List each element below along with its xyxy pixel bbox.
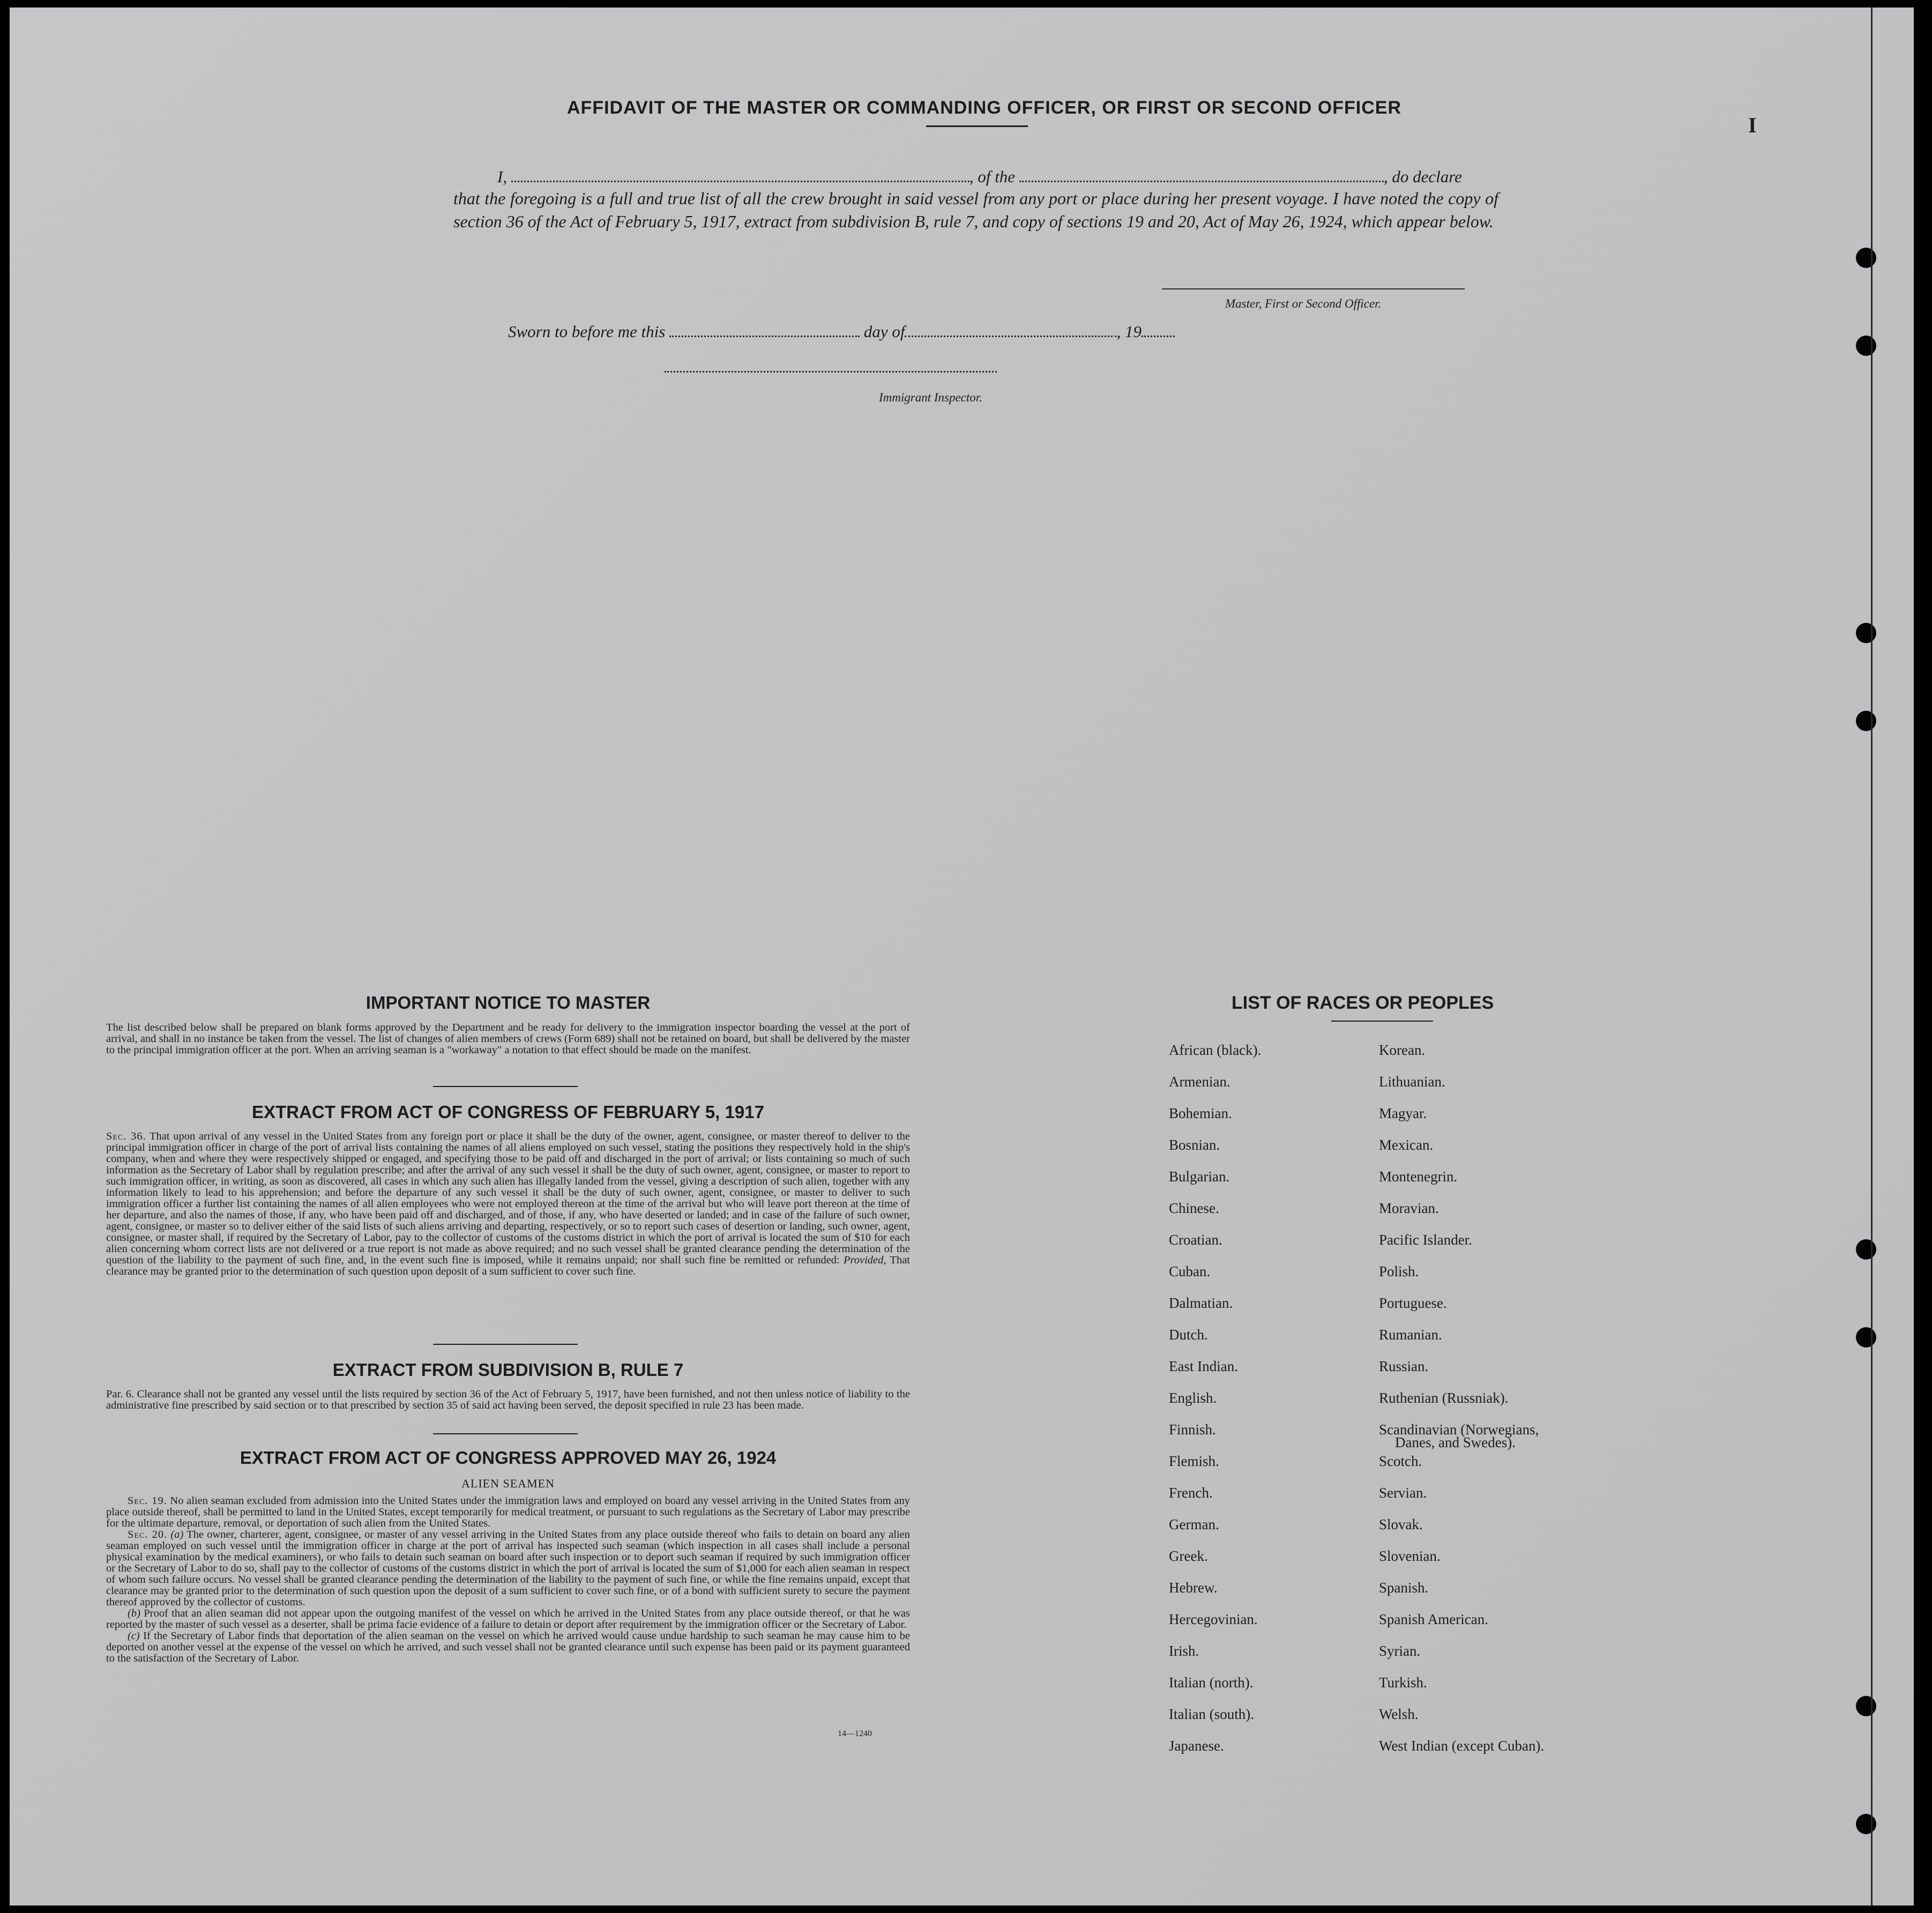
sec-19-text: No alien seaman excluded from admission into the United States under the immigration laws and employed on board any vessel arriving in the United States from any place outside thereof, shall be permitted to land in the United States, except temporarily for medical treatment, or pursuant to such regulations as the Secretary of Labor may prescribe for the ultimate departure, removal, or deportation of such alien from the United States. bbox=[106, 1495, 911, 1529]
races-divider bbox=[1331, 1021, 1433, 1022]
sec-19-paragraph bbox=[106, 1495, 910, 1529]
sec-20b-text: Proof that an alien seaman did not appear upon the outgoing manifest of the vessel on which he arrived in the United States from any place outside thereof, or that he was reported by the master of such vessel as a deserter, shall be prima facie evidence of a failure to detain or deport after requirement by the immigration officer or the Secretary of Labor. bbox=[106, 1607, 910, 1631]
race-item: Greek. bbox=[1169, 1548, 1208, 1564]
vessel-blank-line[interactable] bbox=[1019, 169, 1384, 182]
race-item: English. bbox=[1169, 1390, 1217, 1406]
race-item: Moravian. bbox=[1379, 1200, 1439, 1216]
race-item: Montenegrin. bbox=[1379, 1168, 1458, 1185]
master-signature-label: Master, First or Second Officer. bbox=[1225, 297, 1382, 310]
extract-1924-text bbox=[106, 1495, 910, 1664]
race-item: Scotch. bbox=[1379, 1453, 1422, 1469]
provided-word: Provided, bbox=[844, 1254, 886, 1266]
sec-20a-text: The owner, charterer, agent, consignee, or master of any vessel arriving in the United States from any place outside thereof who fails to detain on board any alien seaman employed on such vessel until the immigration officer in charge at the port of arrival has inspected such seaman (which inspection in all cases shall include a personal physical examination by the medical examiners), or who fails to detain such seaman on board after such inspection or to deport such seaman if required by such immigration officer or the Secretary of Labor to do so, shall pay to the collector of customs of the customs district in which the port of arrival is located the sum of $1,000 for each alien seaman in respect of whom such failure occurs. No vessel shall be granted clearance pending the determination of the liability to the payment of such fine, or while the fine remains unpaid, except that clearance may be granted prior to the determination of such question upon the deposit of a sum sufficient to cover such fine, or of a bond with sufficient surety to secure the payment thereof approved by the collector of customs. bbox=[106, 1529, 910, 1608]
affidavit-title: AFFIDAVIT OF THE MASTER OR COMMANDING OFFICER, OR FIRST OR SECOND OFFICER bbox=[567, 98, 1401, 118]
notice-title: IMPORTANT NOTICE TO MASTER bbox=[365, 993, 651, 1013]
sec-20c-paragraph bbox=[106, 1631, 910, 1664]
race-item: West Indian (except Cuban). bbox=[1379, 1738, 1545, 1754]
right-edge-line bbox=[1871, 8, 1873, 1905]
sec-19-label: Sec. 19. bbox=[128, 1495, 167, 1507]
binder-hole bbox=[1856, 1239, 1876, 1260]
race-item: Pacific Islander. bbox=[1379, 1232, 1472, 1248]
sec-20-label: Sec. 20. bbox=[128, 1529, 168, 1540]
notice-divider bbox=[433, 1086, 578, 1087]
race-item: Slovenian. bbox=[1379, 1548, 1441, 1564]
sec-20c-mark: (c) bbox=[128, 1630, 140, 1642]
race-item: Spanish. bbox=[1379, 1580, 1429, 1596]
race-item: Welsh. bbox=[1379, 1706, 1419, 1722]
sec-20b-paragraph bbox=[106, 1608, 910, 1631]
sec-20a-paragraph bbox=[106, 1529, 910, 1608]
document-page bbox=[10, 8, 1914, 1905]
binder-hole bbox=[1856, 623, 1876, 643]
race-item: Hebrew. bbox=[1169, 1580, 1218, 1596]
race-item: Cuban. bbox=[1169, 1263, 1211, 1279]
affidavit-of-the-label: , of the bbox=[969, 167, 1016, 186]
alien-seamen-subtitle: ALIEN SEAMEN bbox=[461, 1477, 555, 1490]
inspector-label: Immigrant Inspector. bbox=[879, 391, 982, 404]
name-blank-line[interactable] bbox=[511, 169, 969, 182]
race-item: Dutch. bbox=[1169, 1327, 1208, 1343]
race-item: Flemish. bbox=[1169, 1453, 1219, 1469]
race-item: Irish. bbox=[1169, 1643, 1199, 1659]
race-item: Spanish American. bbox=[1379, 1611, 1488, 1627]
sworn-day-blank[interactable] bbox=[669, 324, 860, 337]
race-item: Bosnian. bbox=[1169, 1137, 1220, 1153]
sec-36-text: That upon arrival of any vessel in the United States from any foreign port or place it shall be the duty of the owner, agent, consignee, or master thereof to deliver to the principal immigration officer in charge of the port of arrival lists containing the names of all aliens employed on such vessel, stating the positions they respectively hold in the ship's company, when and where they were respectively shipped or engaged, and specifying those to be paid off and discharged in the port of arrival; or lists containing so much of such information as the Secretary of Labor shall by regulation prescribe; and after the arrival of any such vessel it shall be the duty of such owner, agent, consignee, or master to report to such immigration officer, in writing, as soon as discovered, all cases in which any such alien has illegally landed from the vessel, giving a description of such alien, together with any information likely to lead to his apprehension; and before the departure of any such vessel it shall be the duty of such owner, agent, consignee, or master to deliver to such immigration officer a further list containing the names of all alien employees who were not employed thereon at the time of the arrival but who will leave port thereon at the time of her departure, and also the names of those, if any, who have been paid off and discharged, and of those, if any, who have deserted or landed; and in case of the failure of such owner, agent, consignee, or master so to deliver either of the said lists of such aliens arriving and departing, respectively, or so to report such cases of desertion or landing, such owner, agent, consignee, or master shall, if required by the Secretary of Labor, pay to the collector of customs of the customs district in which the port of arrival is located the sum of $10 for each alien concerning whom correct lists are not delivered or a true report is not made as above required; and no such vessel shall be granted clearance pending the determination of the question of the liability to the payment of such fine, and, in the event such fine is imposed, while it remains unpaid; nor shall such fine be remitted or refunded: bbox=[106, 1130, 910, 1266]
sworn-month-blank[interactable] bbox=[905, 324, 1116, 337]
binder-hole bbox=[1856, 1696, 1876, 1716]
sworn-day-label: day of bbox=[863, 322, 905, 341]
race-item: Korean. bbox=[1379, 1042, 1426, 1058]
race-item: Servian. bbox=[1379, 1485, 1427, 1501]
binder-hole bbox=[1856, 711, 1876, 731]
sec-20b-mark: (b) bbox=[128, 1607, 140, 1619]
race-item: German. bbox=[1169, 1516, 1219, 1532]
sec-20a-mark: (a) bbox=[170, 1529, 184, 1540]
inspector-signature-line[interactable] bbox=[665, 371, 997, 373]
race-item: Italian (north). bbox=[1169, 1674, 1254, 1691]
race-item: Italian (south). bbox=[1169, 1706, 1254, 1722]
race-item: Magyar. bbox=[1379, 1105, 1427, 1121]
sworn-prefix: Sworn to before me this bbox=[508, 322, 666, 341]
affidavit-body: that the foregoing is a full and true list of all the crew brought in said vessel from any port or place during her present voyage. I have noted the copy of section 36 of the Act of February 5, 1917, extract from subdivision B, rule 7, and copy of sections 19 and 20, Act of May 26, 1924, which appear below. bbox=[453, 189, 1498, 231]
form-number: 14—1240 bbox=[838, 1729, 872, 1738]
race-item: Syrian. bbox=[1379, 1643, 1421, 1659]
race-item: Ruthenian (Russniak). bbox=[1379, 1390, 1509, 1406]
sec-36-end: That clearance may be granted prior to the determination of such question upon deposit of a sum sufficient to cover such fine. bbox=[106, 1254, 910, 1277]
sec-36-label: Sec. 36. bbox=[106, 1130, 146, 1142]
race-item: Japanese. bbox=[1169, 1738, 1224, 1754]
races-left-column bbox=[1169, 1042, 1261, 1769]
binder-hole bbox=[1856, 336, 1876, 356]
race-item: Portuguese. bbox=[1379, 1295, 1447, 1311]
sworn-year-label: , 19 bbox=[1116, 322, 1142, 341]
sworn-line bbox=[508, 322, 1175, 341]
race-item: Bulgarian. bbox=[1169, 1168, 1230, 1185]
race-item: Polish. bbox=[1379, 1263, 1419, 1279]
binder-hole bbox=[1856, 1327, 1876, 1348]
races-right-column bbox=[1379, 1042, 1544, 1769]
race-item: Danes, and Swedes). bbox=[1395, 1434, 1516, 1450]
races-title: LIST OF RACES OR PEOPLES bbox=[1232, 993, 1494, 1013]
affidavit-i-label: I, bbox=[497, 167, 508, 186]
extract-rule7-divider bbox=[433, 1433, 578, 1434]
binder-hole bbox=[1856, 248, 1876, 268]
race-item: Armenian. bbox=[1169, 1074, 1230, 1090]
affidavit-first-line bbox=[497, 167, 1462, 187]
extract-1917-text bbox=[106, 1131, 910, 1277]
race-item: East Indian. bbox=[1169, 1358, 1238, 1374]
race-item: Scandinavian (Norwegians, bbox=[1379, 1421, 1539, 1438]
margin-mark: I bbox=[1748, 113, 1757, 137]
extract-1924-title: EXTRACT FROM ACT OF CONGRESS APPROVED MAY 26, 1924 bbox=[240, 1448, 777, 1468]
race-item: Chinese. bbox=[1169, 1200, 1219, 1216]
sworn-year-blank[interactable] bbox=[1142, 324, 1175, 337]
race-item: Russian. bbox=[1379, 1358, 1429, 1374]
race-item: Lithuanian. bbox=[1379, 1074, 1445, 1090]
race-item: Finnish. bbox=[1169, 1421, 1216, 1438]
title-divider bbox=[926, 125, 1028, 127]
race-item: Slovak. bbox=[1379, 1516, 1423, 1532]
extract-rule7-text: Par. 6. Clearance shall not be granted any vessel until the lists required by section 36 of the Act of February 5, 1917, have been furnished, and not then unless notice of liability to the administrative fine prescribed by said section or to that prescribed by section 35 of said act having been served, the deposit specified in rule 23 has been made. bbox=[106, 1388, 910, 1411]
extract-1917-divider bbox=[433, 1344, 578, 1345]
race-item: Bohemian. bbox=[1169, 1105, 1232, 1121]
affidavit-declare-label: , do declare bbox=[1383, 167, 1462, 186]
race-item: Rumanian. bbox=[1379, 1327, 1442, 1343]
binder-hole bbox=[1856, 1814, 1876, 1834]
race-item: Dalmatian. bbox=[1169, 1295, 1233, 1311]
race-item: Mexican. bbox=[1379, 1137, 1434, 1153]
extract-1917-title: EXTRACT FROM ACT OF CONGRESS OF FEBRUARY 5, 1917 bbox=[252, 1102, 764, 1122]
extract-rule7-title: EXTRACT FROM SUBDIVISION B, RULE 7 bbox=[332, 1360, 684, 1380]
race-item: Croatian. bbox=[1169, 1232, 1222, 1248]
race-item: African (black). bbox=[1169, 1042, 1262, 1058]
race-item: Turkish. bbox=[1379, 1674, 1427, 1691]
notice-text: The list described below shall be prepared on blank forms approved by the Department and be ready for delivery to the immigration inspector boarding the vessel at the port of arrival, and shall in no instance be taken from the vessel. The list of changes of alien members of crews (Form 689) shall not be retained on board, but shall be delivered by the master to the principal immigration officer at the port. When an arriving seaman is a "workaway" a notation to that effect should be made on the manifest. bbox=[106, 1022, 910, 1056]
master-signature-line[interactable] bbox=[1162, 288, 1465, 289]
race-item: Hercegovinian. bbox=[1169, 1611, 1258, 1627]
race-item: French. bbox=[1169, 1485, 1213, 1501]
sec-20c-text: If the Secretary of Labor finds that deportation of the alien seaman on the vessel on which he arrived would cause undue hardship to such seaman he may cause him to be deported on another vessel at the expense of the vessel on which he arrived, and such vessel shall not be granted clearance until such expense has been paid or its payment guaranteed to the satisfaction of the Secretary of Labor. bbox=[106, 1630, 911, 1664]
